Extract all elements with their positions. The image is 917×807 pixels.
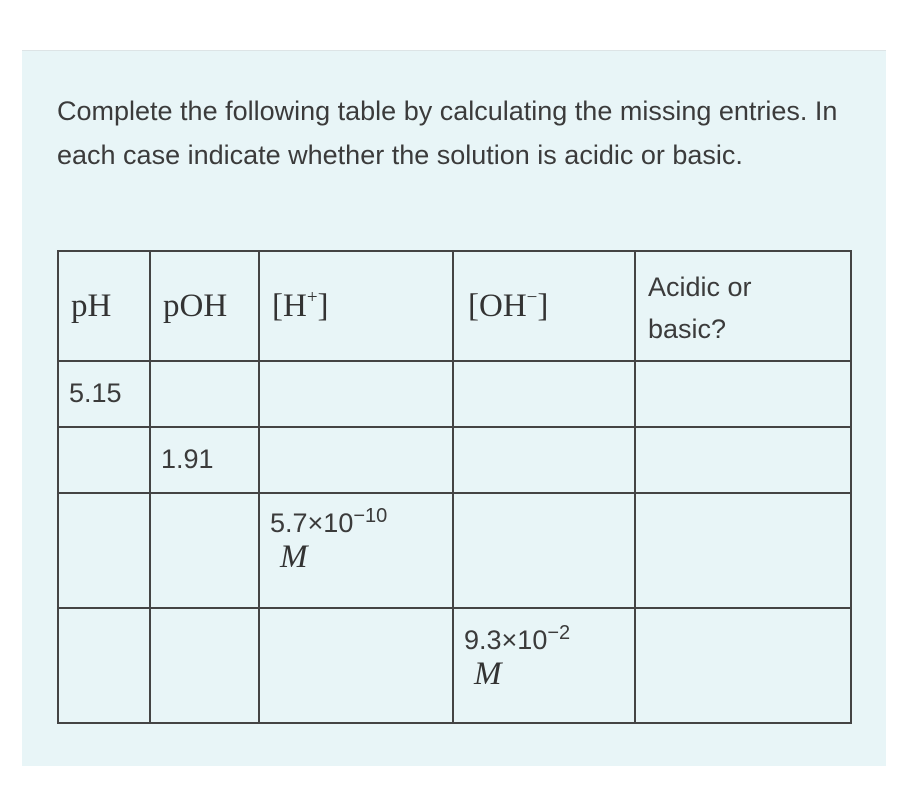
cell-oh-given: $9.3\times 10^{-2}$ M [453, 608, 635, 723]
cell-acidic-basic-blank[interactable] [635, 427, 851, 493]
cell-h-blank[interactable] [259, 608, 453, 723]
question-panel [22, 50, 886, 766]
cell-poh-blank[interactable] [150, 493, 259, 608]
cell-poh-blank[interactable] [150, 608, 259, 723]
cell-oh-blank[interactable] [453, 361, 635, 427]
header-poh: pOH [150, 251, 259, 361]
header-ph: pH [58, 251, 150, 361]
header-h-concentration: [H+] [259, 251, 453, 361]
cell-ph-blank[interactable] [58, 493, 150, 608]
cell-h-blank[interactable] [259, 427, 453, 493]
header-acidic-or-basic: Acidic or basic? [635, 251, 851, 361]
table-row [58, 361, 851, 427]
table-row [58, 608, 851, 723]
table-row [58, 427, 851, 493]
header-oh-concentration: [OH−] [453, 251, 635, 361]
cell-poh-blank[interactable] [150, 361, 259, 427]
cell-acidic-basic-blank[interactable] [635, 361, 851, 427]
cell-oh-blank[interactable] [453, 493, 635, 608]
ph-table [57, 250, 852, 724]
cell-ph-given: 5.15 [58, 361, 150, 427]
cell-acidic-basic-blank[interactable] [635, 608, 851, 723]
cell-h-blank[interactable] [259, 361, 453, 427]
table-row [58, 493, 851, 608]
table-header-row [58, 251, 851, 361]
cell-oh-blank[interactable] [453, 427, 635, 493]
question-prompt: Complete the following table by calculating the missing entries. In each case indicate whether the solution is acidic or basic. [57, 96, 838, 170]
cell-h-given: $5.7\times 10^{-10}$ M [259, 493, 453, 608]
cell-poh-given: 1.91 [150, 427, 259, 493]
cell-ph-blank[interactable] [58, 427, 150, 493]
cell-acidic-basic-blank[interactable] [635, 493, 851, 608]
cell-ph-blank[interactable] [58, 608, 150, 723]
